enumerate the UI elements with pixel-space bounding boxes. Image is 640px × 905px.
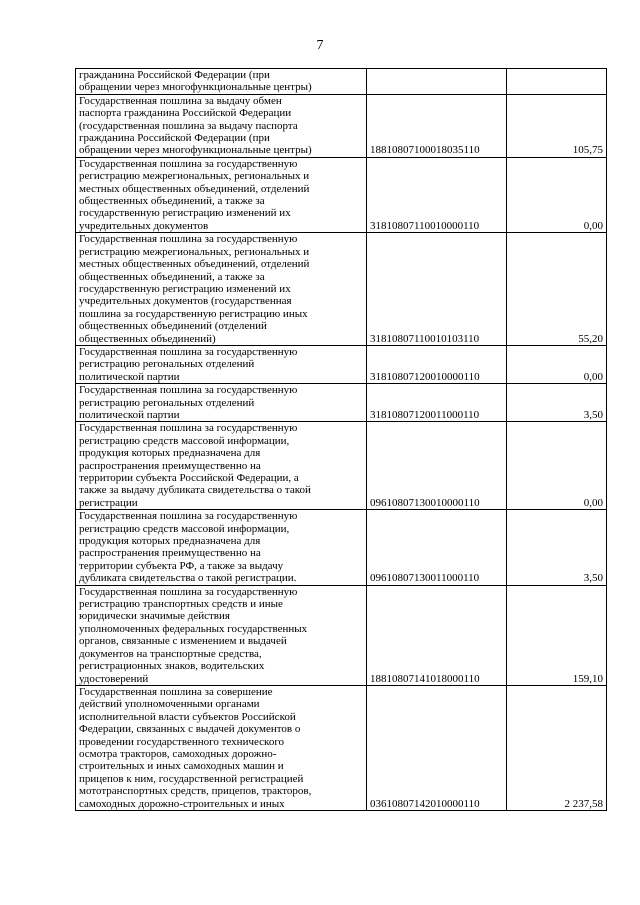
budget-code-cell: 03610807142010000110 [367,685,507,810]
revenue-name-line: прицепов к ним, государственной регистрацией [79,772,304,785]
revenue-name-line: распространения преимущественно на [79,547,261,560]
revenue-name-line: местных общественных объединений, отделений [79,258,310,271]
revenue-name-line: Государственная пошлина за государственную [79,157,298,170]
revenue-name-line: регистрацию межрегиональных, региональных и [79,170,310,183]
table-row [76,422,607,510]
revenue-name-line: регистрацию средств массовой информации, [79,434,290,447]
revenue-name-line: Государственная пошлина за государственную [79,345,298,358]
revenue-name-line: обращении через многофункциональные центры) [79,144,312,157]
revenue-name-line: органов, связанные с изменением и выдачей [79,635,287,648]
table-row [76,345,607,383]
budget-code-cell [367,69,507,95]
table-row [76,233,607,346]
revenue-name-cell [76,384,367,422]
revenue-name-line: регистрацию межрегиональных, региональных и [79,245,310,258]
revenue-name-line: общественных объединений) [79,332,216,345]
revenue-name-line: паспорта гражданина Российской Федерации [79,107,292,120]
revenue-name-line: обращении через многофункциональные центры) [79,81,312,94]
budget-code-cell: 31810807110010000110 [367,157,507,232]
revenue-name-line: регистрационных знаков, водительских [79,660,265,673]
revenue-name-line: общественных объединений, а также за [79,270,265,283]
budget-code-cell: 18810807141018000110 [367,585,507,685]
revenue-name-line: политической партии [79,370,180,383]
amount-cell: 105,75 [507,94,607,157]
amount-cell: 55,20 [507,233,607,346]
table-row [76,510,607,585]
revenue-name-cell [76,422,367,510]
revenue-name-line: местных общественных объединений, отделений [79,182,310,195]
revenue-name-line: Государственная пошлина за государственную [79,585,298,598]
amount-cell: 3,50 [507,384,607,422]
revenue-name-line: территории субъекта РФ, а также за выдачу [79,559,284,572]
table-row [76,585,607,685]
revenue-name-line: Государственная пошлина за государственную [79,422,298,435]
revenue-name-line: гражданина Российской Федерации (при [79,69,270,81]
table-row [76,69,607,95]
revenue-name-line: документов на транспортные средства, [79,647,262,660]
amount-cell [507,69,607,95]
revenue-name-line: Государственная пошлина за выдачу обмен [79,94,282,107]
revenue-name-line: продукция которых предназначена для [79,447,261,460]
revenue-name-line: государственную регистрацию изменений их [79,282,291,295]
revenue-name-line: действий уполномоченными органами [79,698,260,711]
revenue-name-cell [76,345,367,383]
budget-code-cell: 31810807120010000110 [367,345,507,383]
revenue-name-cell [76,69,367,95]
revenue-name-line: юридически значимые действия [79,610,230,623]
revenue-table [75,68,607,811]
revenue-name-line: уполномоченных федеральных государственных [79,622,308,635]
table-row [76,685,607,810]
budget-code-cell: 09610807130011000110 [367,510,507,585]
revenue-name-line: Государственная пошлина за государственную [79,510,298,523]
revenue-name-line: Государственная пошлина за совершение [79,685,273,698]
revenue-name-line: строительных и иных самоходных машин и [79,760,284,773]
revenue-name-cell [76,94,367,157]
table-row [76,384,607,422]
table-row [76,157,607,232]
amount-cell: 0,00 [507,345,607,383]
revenue-name-line: территории субъекта Российской Федерации, а [79,472,299,484]
revenue-name-line: политической партии [79,408,180,421]
amount-cell: 0,00 [507,157,607,232]
revenue-name-line: регистрацию средств массовой информации, [79,522,290,535]
budget-code-cell: 31810807120011000110 [367,384,507,422]
page-number: 7 [316,38,324,53]
budget-code-cell: 09610807130010000110 [367,422,507,510]
revenue-name-line: регистрации [79,496,138,509]
revenue-name-line: мототранспортных средств, прицепов, тракторов, [79,785,312,798]
revenue-name-line: распространения преимущественно на [79,459,261,472]
revenue-name-line: проведении государственного технического [79,735,285,748]
revenue-name-line: общественных объединений, а также за [79,195,265,208]
revenue-name-cell [76,157,367,232]
revenue-table-body [76,69,607,811]
revenue-name-line: удостоверений [79,672,149,685]
revenue-name-line: Государственная пошлина за государственную [79,233,298,246]
amount-cell: 159,10 [507,585,607,685]
revenue-name-line: продукция которых предназначена для [79,535,261,548]
revenue-name-cell [76,585,367,685]
amount-cell: 2 237,58 [507,685,607,810]
revenue-name-line: учредительных документов (государственная [79,295,292,308]
revenue-name-line: регистрацию регональных отделений [79,396,255,409]
revenue-name-cell [76,685,367,810]
revenue-name-cell [76,510,367,585]
revenue-name-line: осмотра тракторов, самоходных дорожно- [79,747,277,760]
revenue-name-line: также за выдачу дубликата свидетельства о такой [79,484,311,497]
revenue-name-line: государственную регистрацию изменений их [79,207,291,220]
revenue-name-line: самоходных дорожно-строительных и иных [79,797,285,810]
revenue-name-line: регистрацию транспортных средств и иные [79,598,283,611]
revenue-name-line: учредительных документов [79,219,209,232]
amount-cell: 0,00 [507,422,607,510]
revenue-name-line: пошлина за государственную регистрацию иных [79,307,308,320]
revenue-name-line: Государственная пошлина за государственную [79,384,298,397]
revenue-name-line: исполнительной власти субъектов Российской [79,710,296,723]
budget-code-cell: 18810807100018035110 [367,94,507,157]
revenue-name-line: общественных объединений (отделений [79,320,267,333]
revenue-name-cell [76,233,367,346]
revenue-name-line: (государственная пошлина за выдачу паспорта [79,119,298,132]
revenue-name-line: регистрацию регональных отделений [79,358,255,371]
budget-code-cell: 31810807110010103110 [367,233,507,346]
revenue-name-line: дубликата свидетельства о такой регистрации. [79,572,297,585]
revenue-name-line: Федерации, связанных с выдачей документов о [79,723,301,736]
table-row [76,94,607,157]
revenue-name-line: гражданина Российской Федерации (при [79,132,270,145]
amount-cell: 3,50 [507,510,607,585]
